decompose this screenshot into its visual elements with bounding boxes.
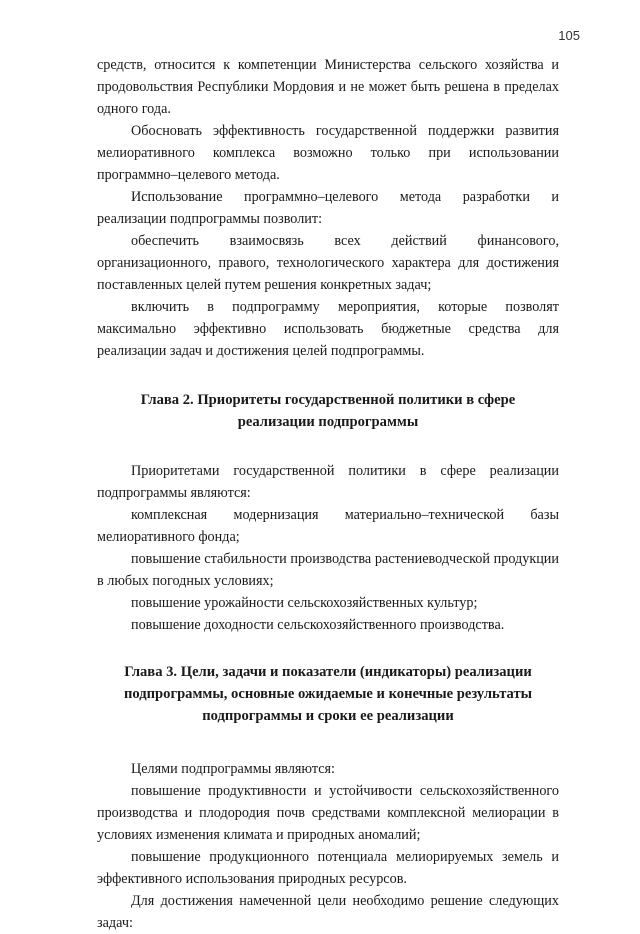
document-body bbox=[97, 54, 559, 934]
paragraph: Целями подпрограммы являются: bbox=[131, 761, 335, 777]
list-item: повышение урожайности сельскохозяйственных культур; bbox=[131, 595, 478, 611]
heading-line: подпрограммы и сроки ее реализации bbox=[202, 708, 454, 724]
heading-line: подпрограммы, основные ожидаемые и конечные результаты bbox=[123, 686, 533, 702]
list-item: комплексная модернизация материально–технической базы мелиоративного фонда; bbox=[97, 507, 559, 545]
list-item: обеспечить взаимосвязь всех действий финансового, организационного, правого, технологического характера для достижения поставленных целей путем решения конкретных задач; bbox=[97, 233, 559, 293]
list-item: повышение стабильности производства растениеводческой продукции в любых погодных условиях; bbox=[97, 551, 559, 589]
chapter-3-heading bbox=[97, 661, 559, 727]
paragraph: средств, относится к компетенции Министерства сельского хозяйства и продовольствия Республики Мордовия и не может быть решена в пределах одного года. bbox=[97, 57, 559, 117]
chapter-2-heading bbox=[97, 389, 559, 433]
page-number: 105 bbox=[558, 28, 580, 43]
heading-line: реализации подпрограммы bbox=[237, 414, 419, 430]
heading-line: Глава 2. Приоритеты государственной политики в сфере bbox=[140, 392, 516, 408]
paragraph: Использование программно–целевого метода разработки и реализации подпрограммы позволит: bbox=[97, 189, 559, 227]
list-item: повышение доходности сельскохозяйственного производства. bbox=[131, 617, 505, 633]
paragraph: Обосновать эффективность государственной поддержки развития мелиоративного комплекса возможно только при использовании программно–целевого метода. bbox=[97, 123, 559, 183]
paragraph: Приоритетами государственной политики в сфере реализации подпрограммы являются: bbox=[97, 463, 559, 501]
list-item: повышение продуктивности и устойчивости сельскохозяйственного производства и плодородия почв средствами комплексной мелиорации в условиях изменения климата и природных аномалий; bbox=[97, 783, 559, 843]
list-item: повышение продукционного потенциала мелиорируемых земель и эффективного использования природных ресурсов. bbox=[97, 849, 559, 887]
paragraph: Для достижения намеченной цели необходимо решение следующих задач: bbox=[97, 893, 559, 931]
list-item: включить в подпрограмму мероприятия, которые позволят максимально эффективно использовать бюджетные средства для реализации задач и достижения целей подпрограммы. bbox=[97, 299, 559, 359]
heading-line: Глава 3. Цели, задачи и показатели (индикаторы) реализации bbox=[124, 664, 532, 680]
